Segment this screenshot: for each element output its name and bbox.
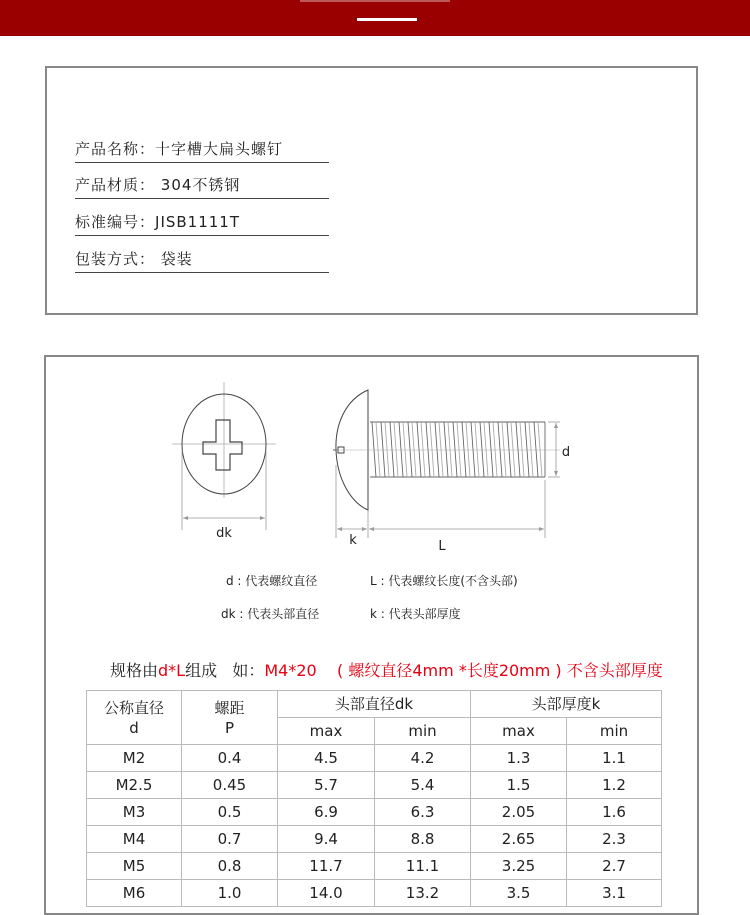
product-material-label: 产品材质： [75,176,156,194]
cell-dk-max: 5.7 [278,772,375,799]
note-example: M4*20 ( 螺纹直径4mm *长度20mm ) 不含头部厚度 [264,661,663,680]
cell-dk-max: 14.0 [278,880,375,907]
cell-dk-min: 13.2 [375,880,471,907]
dim-d: d [561,445,571,460]
table-header-row-1 [87,691,662,718]
cell-k-max: 3.5 [471,880,567,907]
screw-side-view [333,390,560,538]
cell-nominal: M4 [87,826,182,853]
top-banner [0,0,750,36]
spec-table [86,690,662,907]
cell-nominal: M2.5 [87,772,182,799]
cell-dk-min: 11.1 [375,853,471,880]
cell-nominal: M5 [87,853,182,880]
cell-k-max: 1.3 [471,745,567,772]
table-row [87,826,662,853]
cell-k-min: 1.1 [567,745,662,772]
header-head-diameter: 头部直径dk [278,691,471,718]
dim-L: L [438,539,446,554]
product-material-row [75,174,329,199]
product-name-value: 十字槽大扁头螺钉 [155,140,284,158]
thread-lines [372,422,542,477]
cell-dk-max: 4.5 [278,745,375,772]
cell-pitch: 0.8 [182,853,278,880]
cell-dk-min: 5.4 [375,772,471,799]
cell-k-min: 1.2 [567,772,662,799]
screw-diagram [0,370,750,570]
cell-dk-max: 11.7 [278,853,375,880]
cell-pitch: 0.5 [182,799,278,826]
head-top-view [172,382,276,530]
note-mid: 组成 如： [185,661,265,680]
cell-dk-max: 9.4 [278,826,375,853]
packaging-row [75,248,329,273]
cell-dk-max: 6.9 [278,799,375,826]
header-pitch [182,691,278,745]
header-k-max: max [471,718,567,745]
cell-pitch: 0.45 [182,772,278,799]
legend-k: k : 代表头部厚度 [370,607,461,621]
cell-k-max: 2.65 [471,826,567,853]
legend-d: d : 代表螺纹直径 [226,574,318,588]
standard-value: JISB1111T [155,213,241,231]
note-prefix: 规格由 [110,661,159,680]
dim-k: k [349,533,357,548]
cell-k-min: 1.6 [567,799,662,826]
legend-L: L : 代表螺纹长度(不含头部) [370,574,518,588]
cell-nominal: M3 [87,799,182,826]
table-row [87,799,662,826]
cell-nominal: M6 [87,880,182,907]
cell-k-min: 3.1 [567,880,662,907]
dim-dk: dk [216,526,232,541]
legend-dk: dk : 代表头部直径 [221,607,320,621]
cell-dk-min: 4.2 [375,745,471,772]
cell-k-max: 3.25 [471,853,567,880]
product-name-label: 产品名称： [75,140,156,158]
cell-pitch: 0.4 [182,745,278,772]
standard-label: 标准编号： [75,213,156,231]
header-dk-max: max [278,718,375,745]
packaging-value: 袋装 [155,250,193,268]
header-pitch-symbol: P [224,718,235,737]
header-head-thickness: 头部厚度k [471,691,662,718]
cell-dk-min: 6.3 [375,799,471,826]
cell-k-min: 2.7 [567,853,662,880]
cell-dk-min: 8.8 [375,826,471,853]
banner-divider [357,18,417,21]
header-nominal-label: 公称直径 [103,698,164,717]
standard-row [75,211,329,236]
header-nominal-symbol: d [129,718,139,737]
cell-pitch: 0.7 [182,826,278,853]
product-material-value: 304不锈钢 [155,176,241,194]
cell-k-min: 2.3 [567,826,662,853]
banner-faint-text [300,0,450,2]
thread-body [370,422,545,477]
table-row [87,772,662,799]
product-name-row [75,138,329,163]
cell-nominal: M2 [87,745,182,772]
table-row [87,853,662,880]
cell-k-max: 2.05 [471,799,567,826]
note-dl: d*L [158,661,186,680]
cell-k-max: 1.5 [471,772,567,799]
header-pitch-label: 螺距 [214,698,245,717]
spec-format-note [110,658,663,681]
header-k-min: min [567,718,662,745]
packaging-label: 包装方式： [75,250,156,268]
table-row [87,745,662,772]
table-row [87,880,662,907]
cell-pitch: 1.0 [182,880,278,907]
header-nominal [87,691,182,745]
header-dk-min: min [375,718,471,745]
